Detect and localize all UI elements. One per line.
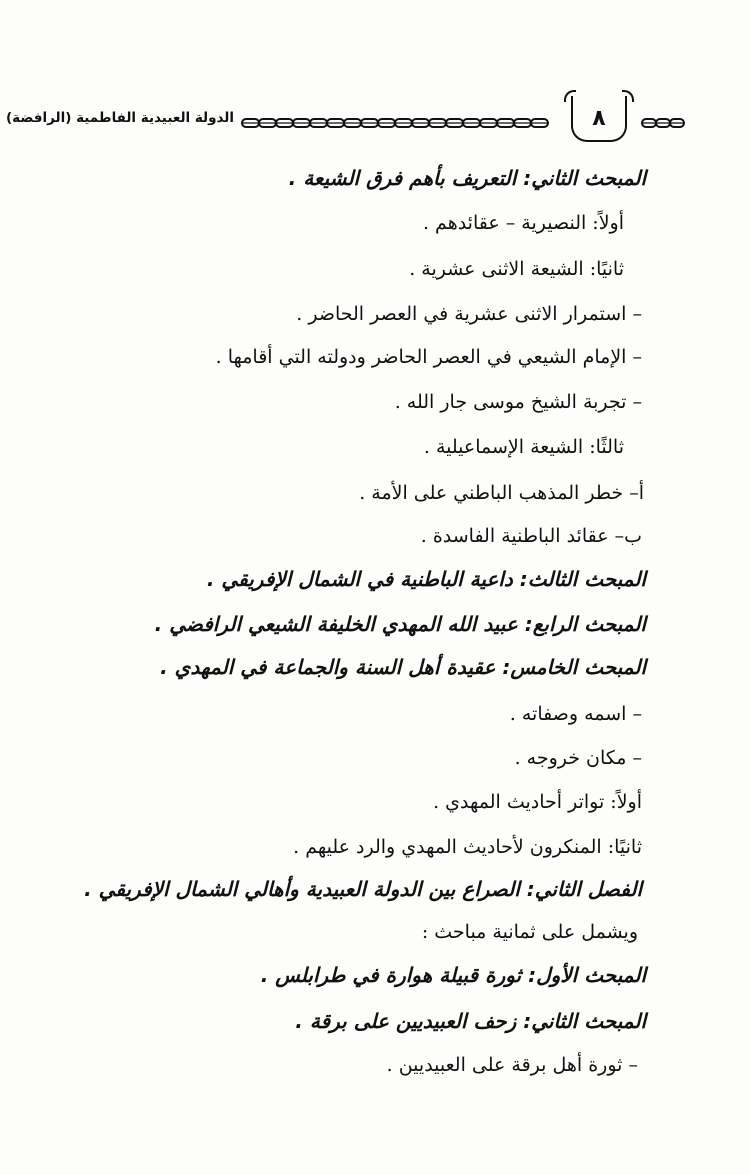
text-line: ثانيًا: المنكرون لأحاديث المهدي والرد عليهم .	[293, 836, 642, 858]
text-line: – تجربة الشيخ موسى جار الله .	[394, 391, 642, 413]
text-line: المبحث الثاني: التعريف بأهم فرق الشيعة .	[288, 166, 646, 190]
text-line: ب– عقائد الباطنية الفاسدة .	[420, 525, 642, 547]
text-line: أولاً: النصيرية – عقائدهم .	[422, 212, 624, 234]
text-line: – اسمه وصفاته .	[509, 703, 642, 725]
text-line: المبحث الأول: ثورة قبيلة هوارة في طرابلس .	[260, 963, 646, 987]
chain-ornament	[240, 117, 550, 129]
page-number: ٨	[592, 105, 606, 131]
text-line: أولاً: تواتر أحاديث المهدي .	[433, 791, 642, 813]
text-line: – الإمام الشيعي في العصر الحاضر ودولته التي أقامها .	[215, 346, 642, 368]
text-line: ويشمل على ثمانية مباحث :	[421, 921, 638, 943]
text-line: المبحث الثاني: زحف العبيديين على برقة .	[295, 1009, 646, 1033]
text-line: المبحث الخامس: عقيدة أهل السنة والجماعة في المهدي .	[160, 655, 646, 679]
chain-ornament-short	[640, 117, 686, 129]
text-line: المبحث الرابع: عبيد الله المهدي الخليفة الشيعي الرافضي .	[154, 612, 646, 636]
page-number-frame	[571, 96, 627, 142]
text-line: ثانيًا: الشيعة الاثنى عشرية .	[409, 258, 624, 280]
text-line: الفصل الثاني: الصراع بين الدولة العبيدية وأهالي الشمال الإفريقي .	[84, 877, 642, 901]
text-line: – مكان خروجه .	[514, 747, 642, 769]
text-line: – ثورة أهل برقة على العبيديين .	[386, 1054, 638, 1076]
running-header	[0, 92, 750, 162]
text-line: ثالثًا: الشيعة الإسماعيلية .	[423, 436, 624, 458]
text-line: المبحث الثالث: داعية الباطنية في الشمال الإفريقي .	[206, 567, 646, 591]
text-line: – استمرار الاثنى عشرية في العصر الحاضر .	[296, 303, 642, 325]
text-line: أ– خطر المذهب الباطني على الأمة .	[359, 482, 644, 504]
book-title: الدولة العبيدية الفاطمية (الرافضة)	[6, 110, 234, 126]
